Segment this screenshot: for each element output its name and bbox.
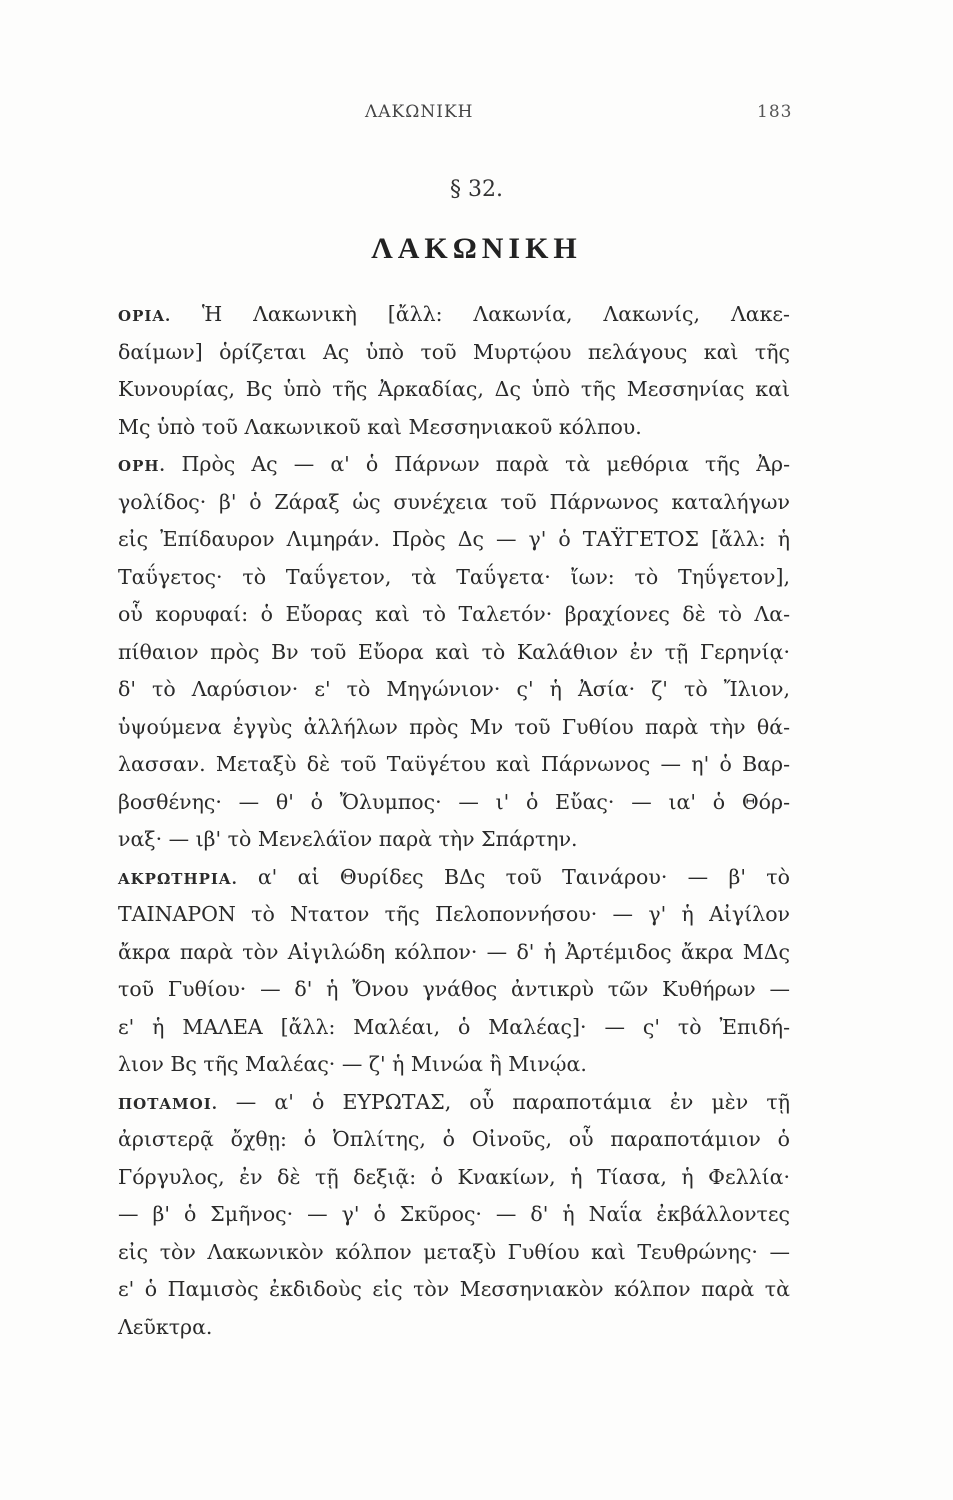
text-line — [118, 409, 790, 447]
line-text: εἰς τὸν Λακωνικὸν κόλπον μεταξὺ Γυθίου καὶ Τευθρώνης· — — [118, 1239, 790, 1264]
line-text: Γόργυλος, ἐν δὲ τῇ δεξιᾷ: ὁ Κνακίων, ἡ Τίασα, ἡ Φελλία· — [118, 1164, 790, 1189]
text-line — [118, 334, 790, 372]
running-title: ΛΑΚΩΝΙΚΗ — [365, 102, 474, 122]
line-text: ναξ· — ιβ' τὸ Μενελάϊον παρὰ τὴν Σπάρτην. — [118, 827, 578, 851]
text-line — [118, 1121, 790, 1159]
line-text: Λεῦκτρα. — [118, 1314, 213, 1339]
line-text: — β' ὁ Σμῆνος· — γ' ὁ Σκῦρος· — δ' ἡ Ναΐα ἐκβάλλοντες — [118, 1202, 790, 1226]
text-line — [118, 596, 790, 634]
line-text: λιον Βς τῆς Μαλέας· — ζ' ἡ Μινώα ἢ Μινῴα. — [118, 1052, 587, 1076]
line-text: ε' ὁ Παμισὸς ἐκδιδοὺς εἰς τὸν Μεσσηνιακὸν κόλπον παρὰ τὰ — [118, 1277, 790, 1301]
text-line — [118, 1196, 790, 1234]
line-text: Ταΰγετος· τὸ Ταΰγετον, τὰ Ταΰγετα· ἴων: τὸ Τηΰγετον], — [118, 564, 790, 589]
page-number: 183 — [757, 102, 793, 122]
text-line — [118, 1084, 790, 1122]
line-text: Πρὸς Ας — α' ὁ Πάρνων παρὰ τὰ μεθόρια τῆς Ἀρ- — [181, 452, 790, 476]
text-line — [118, 821, 790, 859]
text-line — [118, 1271, 790, 1309]
text-line — [118, 1234, 790, 1272]
line-text: ἀριστερᾷ ὄχθῃ: ὁ Ὀπλίτης, ὁ Οἰνοῦς, οὗ παραποτάμιον ὁ — [118, 1127, 790, 1151]
section-heading: ΟΡΗ. — [118, 457, 182, 475]
text-line — [118, 1309, 790, 1347]
line-text: δ' τὸ Λαρύσιον· ε' τὸ Μηγώνιον· ς' ἡ Ἀσία· ζ' τὸ Ἴλιον, — [118, 677, 790, 701]
line-text: βοσθένης· — θ' ὁ Ὄλυμπος· — ι' ὁ Εὔας· — ια' ὁ Θόρ- — [118, 789, 790, 814]
line-text: ὑψούμενα ἐγγὺς ἀλλήλων πρὸς Μν τοῦ Γυθίου παρὰ τὴν θά- — [118, 714, 790, 739]
text-line — [118, 634, 790, 672]
section-number: § 32. — [450, 177, 503, 202]
text-line — [118, 784, 790, 822]
chapter-title: ΛΑΚΩΝΙΚΗ — [371, 232, 582, 265]
section-heading: ΑΚΡΩΤΗΡΙΑ. — [118, 869, 258, 888]
line-text: — α' ὁ ΕΥΡΩΤΑΣ, οὗ παραποτάμια ἐν μὲν τῇ — [235, 1089, 790, 1114]
text-line — [118, 934, 790, 972]
text-line — [118, 671, 790, 709]
line-text: Ἡ Λακωνικὴ [ἄλλ: Λακωνία, Λακωνίς, Λακε- — [201, 302, 790, 326]
line-text: Κυνουρίας, Βς ὑπὸ τῆς Ἀρκαδίας, Δς ὑπὸ τῆς Μεσσηνίας καὶ — [118, 377, 790, 401]
text-line — [118, 1009, 790, 1047]
text-line — [118, 746, 790, 784]
body-text — [118, 296, 790, 1346]
text-line — [118, 371, 790, 409]
text-line — [118, 1159, 790, 1197]
line-text: γολίδος· β' ὁ Ζάραξ ὡς συνέχεια τοῦ Πάρνωνος καταλήγων — [118, 489, 790, 514]
text-line — [118, 1046, 790, 1084]
section-heading: ΟΡΙΑ. — [118, 307, 202, 325]
line-text: ε' ἡ ΜΑΛΕΑ [ἄλλ: Μαλέαι, ὁ Μαλέας]· — ς' τὸ Ἐπιδή- — [118, 1014, 790, 1039]
text-line — [118, 559, 790, 597]
line-text: τοῦ Γυθίου· — δ' ἡ Ὄνου γνάθος ἀντικρὺ τῶν Κυθήρων — — [118, 977, 790, 1001]
text-line — [118, 859, 790, 897]
text-line — [118, 296, 790, 334]
text-line — [118, 446, 790, 484]
section-heading: ΠΟΤΑΜΟΙ. — [118, 1094, 236, 1113]
text-line — [118, 521, 790, 559]
line-text: α' αἱ Θυρίδες ΒΔς τοῦ Ταινάρου· — β' τὸ — [257, 864, 790, 889]
line-text: εἰς Ἐπίδαυρον Λιμηράν. Πρὸς Δς — γ' ὁ ΤΑΫΓΕΤΟΣ [ἄλλ: ἡ — [118, 527, 790, 551]
line-text: ἄκρα παρὰ τὸν Αἰγιλώδη κόλπον· — δ' ἡ Ἀρτέμιδος ἄκρα ΜΔς — [118, 939, 790, 964]
line-text: δαίμων] ὁρίζεται Ας ὑπὸ τοῦ Μυρτῴου πελάγους καὶ τῆς — [118, 339, 790, 364]
line-text: Μς ὑπὸ τοῦ Λακωνικοῦ καὶ Μεσσηνιακοῦ κόλπου. — [118, 414, 642, 439]
text-line — [118, 709, 790, 747]
text-line — [118, 484, 790, 522]
text-line — [118, 896, 790, 934]
line-text: ΤΑΙΝΑΡΟΝ τὸ Ντατον τῆς Πελοποννήσου· — γ' ἡ Αἰγίλον — [118, 902, 790, 926]
line-text: λασσαν. Μεταξὺ δὲ τοῦ Ταϋγέτου καὶ Πάρνωνος — η' ὁ Βαρ- — [118, 752, 790, 776]
text-line — [118, 971, 790, 1009]
line-text: οὗ κορυφαί: ὁ Εὔορας καὶ τὸ Ταλετόν· βραχίονες δὲ τὸ Λα- — [118, 602, 790, 626]
line-text: πίθαιον πρὸς Βν τοῦ Εὔορα καὶ τὸ Καλάθιον ἐν τῇ Γερηνίᾳ· — [118, 639, 790, 664]
